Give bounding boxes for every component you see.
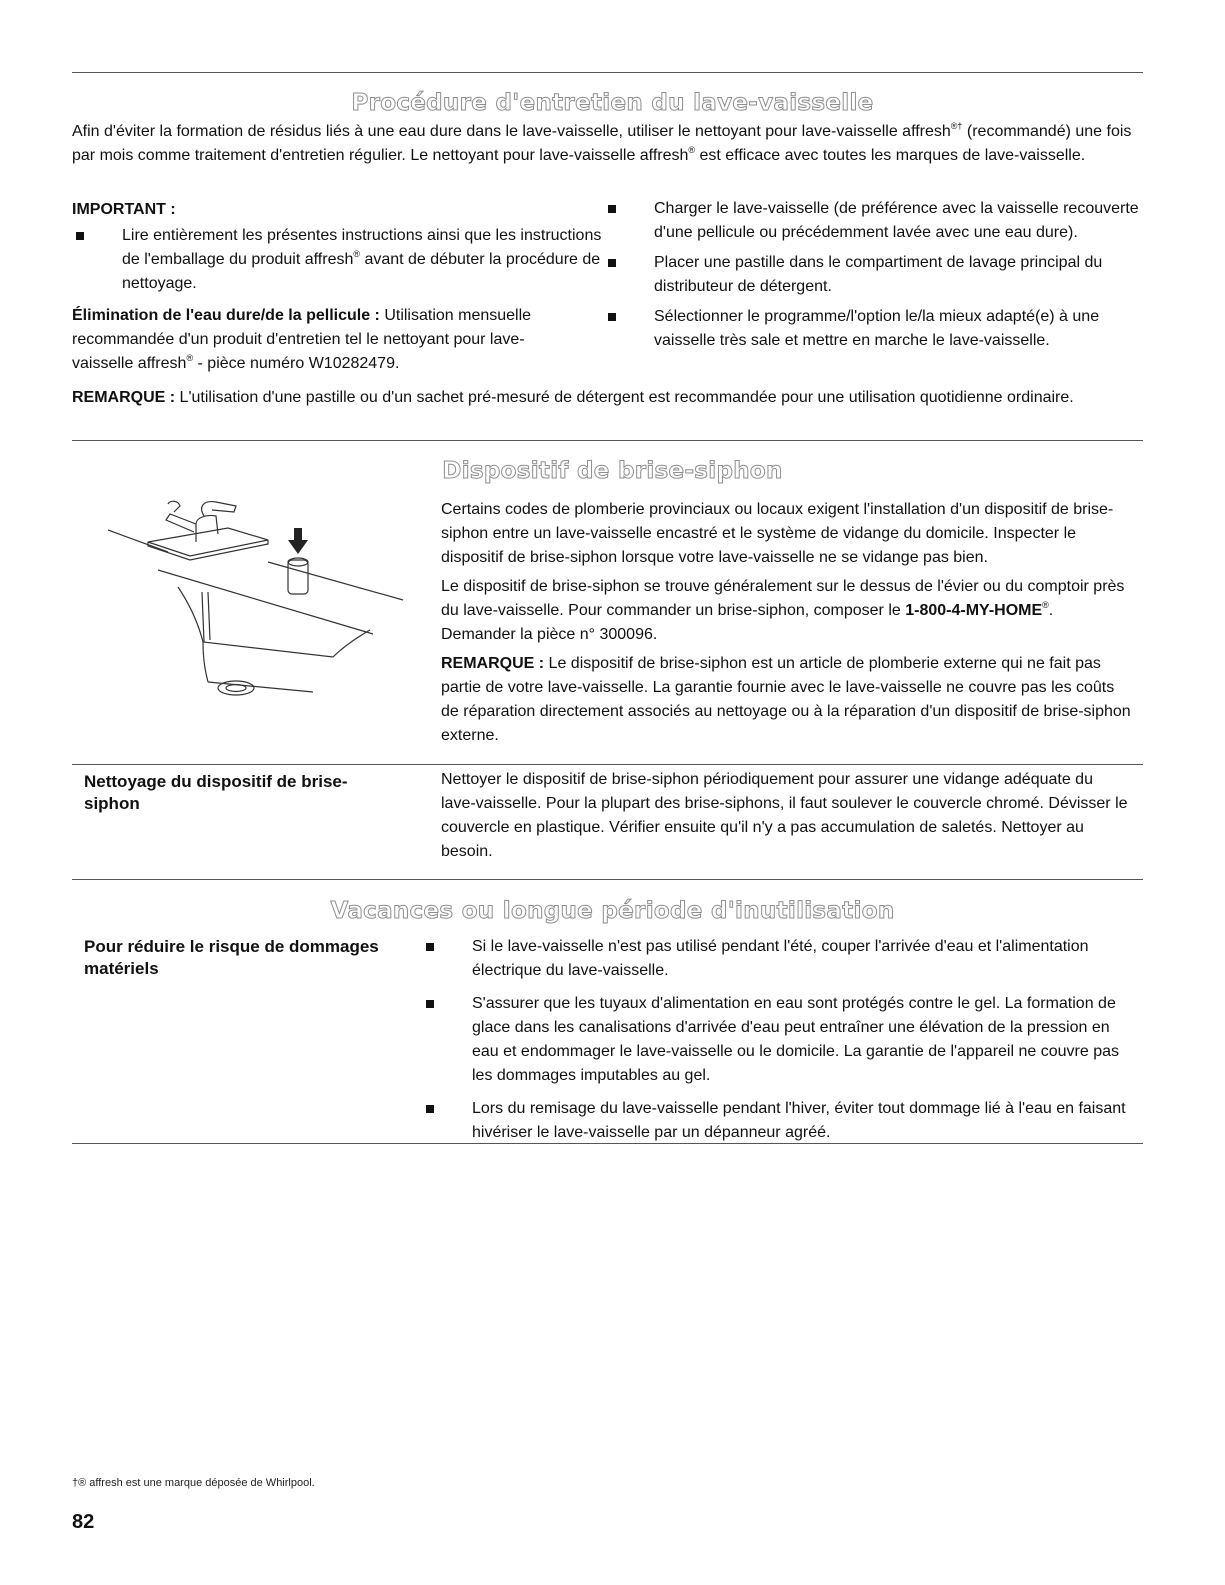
bullet-square-icon <box>426 943 434 951</box>
subsection-rule <box>72 764 1143 765</box>
bullet-square-icon <box>426 1000 434 1008</box>
air-gap-p2-text-b: . Demander la pièce n° 300096. <box>441 602 1054 643</box>
vacation-item <box>426 935 1136 983</box>
vacation-text: Si le lave-vaisselle n'est pas utilisé pendant l'été, couper l'arrivée d'eau et l'alimentation électrique du lave-vaisselle. <box>472 938 1089 979</box>
hard-water-removal <box>72 304 578 376</box>
phone-trademark: ® <box>1042 600 1049 610</box>
intro-trademark-1: ®† <box>950 121 963 131</box>
maintenance-intro <box>72 120 1140 168</box>
step-text: Placer une pastille dans le compartiment de lavage principal du distributeur de détergent. <box>654 254 1103 295</box>
maintenance-note <box>72 386 1140 410</box>
step-text: Charger le lave-vaisselle (de préférence avec la vaisselle recouverte d'une pellicule ou précédemment lavée avec une eau dure). <box>654 200 1139 241</box>
important-text-b: avant de débuter la procédure de nettoyage. <box>122 251 601 292</box>
bullet-square-icon <box>608 205 616 213</box>
vacation-steps <box>426 935 1136 1145</box>
section-rule <box>72 440 1143 441</box>
section-title-maintenance: Procédure d'entretien du lave-vaisselle <box>351 90 874 116</box>
bullet-square-icon <box>76 232 84 240</box>
step-item <box>608 251 1140 299</box>
note-label: REMARQUE : <box>72 389 176 406</box>
order-phone-number: 1-800-4-MY-HOME <box>905 602 1043 619</box>
sink-air-gap-illustration <box>108 492 408 707</box>
hard-water-label: Élimination de l'eau dure/de la pellicule : <box>72 307 380 324</box>
air-gap-cleaning-heading: Nettoyage du dispositif de brise-siphon <box>84 772 348 813</box>
air-gap-cleaning-text: Nettoyer le dispositif de brise-siphon périodiquement pour assurer une vidange adéquate du lave-vaisselle. Pour la plupart des brise-siphons, il faut soulever le couvercle chromé. Dévisser le couvercle en plastique. Vérifier ensuite qu'il n'y a pas accumulation de saletés. Nettoyer au besoin. <box>441 771 1128 860</box>
section-rule <box>72 879 1143 880</box>
hard-water-trademark: ® <box>186 353 194 363</box>
note-text: Le dispositif de brise-siphon est un article de plomberie externe qui ne fait pas partie de votre lave-vaisselle. La garantie fournie avec le lave-vaisselle ne couvre pas les coûts de réparation directement associés au nettoyage ou à la réparation d'un dispositif de brise-siphon externe. <box>441 655 1131 744</box>
air-gap-p2-text-a: Le dispositif de brise-siphon se trouve généralement sur le dessus de l'évier ou du comptoir près du lave-vaisselle. Pour commander un brise-siphon, composer le <box>441 578 1125 619</box>
vacation-item <box>426 992 1136 1088</box>
note-label: REMARQUE : <box>441 655 545 672</box>
air-gap-note <box>441 652 1131 748</box>
page-number: 82 <box>72 1511 95 1533</box>
air-gap-paragraph-2 <box>441 575 1131 647</box>
bullet-square-icon <box>608 313 616 321</box>
hard-water-text-a: Utilisation mensuelle recommandée d'un produit d'entretien tel le nettoyant pour lave-vaisselle affresh <box>72 307 532 372</box>
hard-water-text-b: - pièce numéro W10282479. <box>193 355 400 372</box>
bullet-square-icon <box>426 1105 434 1113</box>
intro-part-c: est efficace avec toutes les marques de lave-vaisselle. <box>695 147 1086 164</box>
air-gap-paragraph-1: Certains codes de plomberie provinciaux ou locaux exigent l'installation d'un dispositif de brise-siphon entre un lave-vaisselle encastré et le système de vidange du domicile. Inspecter le dispositif de brise-siphon lorsque votre lave-vaisselle ne se vidange pas bien. <box>441 501 1114 566</box>
bottom-rule <box>72 1143 1143 1144</box>
step-item <box>608 305 1140 353</box>
section-title-air-gap: Dispositif de brise-siphon <box>442 458 783 484</box>
important-bullet <box>76 224 618 296</box>
important-label: IMPORTANT : <box>72 201 176 218</box>
maintenance-steps <box>608 197 1140 353</box>
damage-prevention-heading: Pour réduire le risque de dommages matériels <box>84 937 379 978</box>
step-text: Sélectionner le programme/l'option le/la mieux adapté(e) à une vaisselle très sale et mettre en marche le lave-vaisselle. <box>654 308 1100 349</box>
intro-part-a: Afin d'éviter la formation de résidus liés à une eau dure dans le lave-vaisselle, utiliser le nettoyant pour lave-vaisselle affresh <box>72 123 951 140</box>
intro-trademark-2: ® <box>688 145 696 155</box>
vacation-item <box>426 1097 1136 1145</box>
air-gap-description <box>441 498 1131 748</box>
section-title-vacation: Vacances ou longue période d'inutilisation <box>330 898 895 924</box>
top-rule <box>72 72 1143 73</box>
important-text-a: Lire entièrement les présentes instructions ainsi que les instructions de l'emballage du produit affresh <box>122 227 602 268</box>
bullet-square-icon <box>608 259 616 267</box>
vacation-text: S'assurer que les tuyaux d'alimentation en eau sont protégés contre le gel. La formation de glace dans les canalisations d'arrivée d'eau peut entraîner une élévation de la pression en eau et endommager le lave-vaisselle ou le domicile. La garantie de l'appareil ne couvre pas les dommages imputables au gel. <box>472 995 1119 1084</box>
intro-part-b: (recommandé) une fois par mois comme traitement d'entretien régulier. Le nettoyant pour lave-vaisselle affresh <box>72 123 1132 164</box>
note-text: L'utilisation d'une pastille ou d'un sachet pré-mesuré de détergent est recommandée pour une utilisation quotidienne ordinaire. <box>175 389 1074 406</box>
footnote: †® affresh est une marque déposée de Whirlpool. <box>72 1477 315 1489</box>
important-trademark: ® <box>353 249 360 259</box>
vacation-text: Lors du remisage du lave-vaisselle pendant l'hiver, éviter tout dommage lié à l'eau en faisant hivériser le lave-vaisselle par un dépanneur agréé. <box>472 1100 1126 1141</box>
step-item <box>608 197 1140 245</box>
